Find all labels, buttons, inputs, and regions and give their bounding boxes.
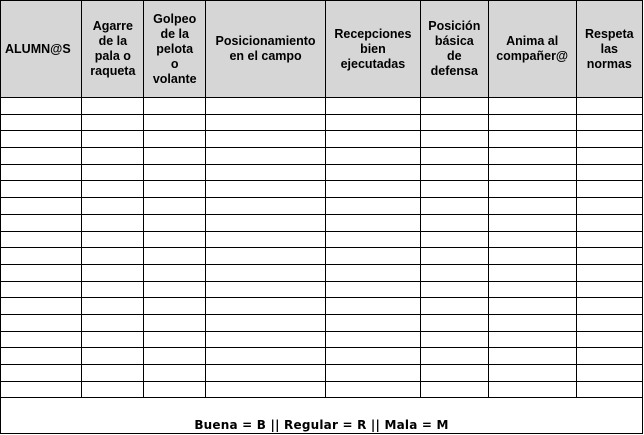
grade-cell[interactable] [576, 298, 642, 315]
student-name-cell[interactable] [1, 298, 82, 315]
grade-cell[interactable] [576, 331, 642, 348]
student-name-cell[interactable] [1, 381, 82, 398]
header-line: raqueta [90, 64, 136, 78]
grade-cell[interactable] [206, 181, 326, 198]
grade-cell[interactable] [206, 381, 326, 398]
student-name-cell[interactable] [1, 365, 82, 382]
grade-cell[interactable] [420, 248, 488, 265]
grade-cell[interactable] [325, 98, 420, 115]
header-line: de la [98, 34, 128, 48]
grade-cell[interactable] [488, 248, 576, 265]
grade-cell[interactable] [488, 281, 576, 298]
grade-cell[interactable] [488, 264, 576, 281]
grade-cell[interactable] [576, 214, 642, 231]
grade-cell[interactable] [488, 365, 576, 382]
grade-cell[interactable] [420, 148, 488, 165]
student-name-cell[interactable] [1, 248, 82, 265]
header-line: pala o [94, 49, 131, 63]
header-line: básica [434, 34, 474, 48]
table-row [1, 281, 642, 298]
grade-cell[interactable] [488, 314, 576, 331]
grade-cell[interactable] [144, 248, 206, 265]
grade-cell[interactable] [82, 348, 144, 365]
header-line: o [170, 56, 179, 71]
grade-cell[interactable] [206, 314, 326, 331]
grade-cell[interactable] [576, 98, 642, 115]
grade-cell[interactable] [144, 181, 206, 198]
header-recepciones [325, 1, 420, 98]
grade-cell[interactable] [420, 314, 488, 331]
grade-cell[interactable] [144, 264, 206, 281]
grade-cell[interactable] [325, 348, 420, 365]
header-line: de la [160, 26, 189, 41]
grade-cell[interactable] [488, 148, 576, 165]
grade-cell[interactable] [325, 264, 420, 281]
grade-cell[interactable] [420, 264, 488, 281]
grade-cell[interactable] [420, 298, 488, 315]
grade-cell[interactable] [576, 131, 642, 148]
student-name-cell[interactable] [1, 148, 82, 165]
header-line: Golpeo [153, 11, 197, 26]
grade-cell[interactable] [325, 331, 420, 348]
grade-cell[interactable] [325, 164, 420, 181]
grade-cell[interactable] [488, 98, 576, 115]
student-name-cell[interactable] [1, 198, 82, 215]
grade-cell[interactable] [144, 314, 206, 331]
grade-cell[interactable] [82, 231, 144, 248]
grade-cell[interactable] [325, 281, 420, 298]
header-line: de [446, 49, 462, 63]
header-respeta [576, 1, 642, 98]
grade-cell[interactable] [206, 164, 326, 181]
grade-cell[interactable] [576, 198, 642, 215]
header-line: bien [360, 41, 386, 56]
grade-cell[interactable] [82, 114, 144, 131]
student-name-cell[interactable] [1, 181, 82, 198]
grade-cell[interactable] [420, 114, 488, 131]
grade-cell[interactable] [488, 298, 576, 315]
header-line: volante [152, 71, 197, 86]
grade-cell[interactable] [144, 298, 206, 315]
grade-cell[interactable] [206, 365, 326, 382]
grade-cell[interactable] [325, 131, 420, 148]
grade-cell[interactable] [420, 198, 488, 215]
grade-cell[interactable] [144, 231, 206, 248]
grade-cell[interactable] [420, 281, 488, 298]
header-alumnos [1, 1, 82, 98]
grade-cell[interactable] [144, 131, 206, 148]
grade-cell[interactable] [206, 148, 326, 165]
grade-cell[interactable] [82, 331, 144, 348]
grade-cell[interactable] [82, 381, 144, 398]
table-row [1, 248, 642, 265]
header-golpeo [144, 1, 206, 98]
grade-cell[interactable] [325, 365, 420, 382]
table-row [1, 264, 642, 281]
header-agarre [82, 1, 144, 98]
grade-cell[interactable] [144, 198, 206, 215]
table-row [1, 131, 642, 148]
grade-cell[interactable] [82, 248, 144, 265]
grade-cell[interactable] [420, 164, 488, 181]
table-row [1, 214, 642, 231]
grade-cell[interactable] [144, 348, 206, 365]
student-name-cell[interactable] [1, 314, 82, 331]
grade-cell[interactable] [420, 348, 488, 365]
grade-cell[interactable] [325, 198, 420, 215]
grade-cell[interactable] [488, 114, 576, 131]
header-posicionamiento [206, 1, 326, 98]
student-name-cell[interactable] [1, 131, 82, 148]
grade-cell[interactable] [488, 131, 576, 148]
student-name-cell[interactable] [1, 114, 82, 131]
grade-cell[interactable] [206, 248, 326, 265]
student-name-cell[interactable] [1, 98, 82, 115]
grade-cell[interactable] [325, 248, 420, 265]
grade-cell[interactable] [488, 181, 576, 198]
grade-cell[interactable] [576, 348, 642, 365]
table-row [1, 164, 642, 181]
header-line: Posicionamiento [215, 34, 316, 48]
grade-cell[interactable] [576, 181, 642, 198]
table-row [1, 331, 642, 348]
grade-cell[interactable] [144, 331, 206, 348]
grade-cell[interactable] [82, 164, 144, 181]
header-line: ejecutadas [340, 56, 406, 71]
header-line: en el campo [229, 49, 302, 63]
grade-cell[interactable] [420, 331, 488, 348]
grade-cell[interactable] [576, 114, 642, 131]
grade-cell[interactable] [82, 281, 144, 298]
grade-cell[interactable] [325, 181, 420, 198]
header-line: las [600, 41, 618, 56]
grade-cell[interactable] [82, 181, 144, 198]
grade-cell[interactable] [576, 248, 642, 265]
grade-cell[interactable] [206, 214, 326, 231]
grade-cell[interactable] [206, 98, 326, 115]
header-line: compañer@ [496, 49, 569, 63]
grade-cell[interactable] [488, 164, 576, 181]
header-line: normas [586, 56, 632, 71]
grade-cell[interactable] [576, 164, 642, 181]
grade-cell[interactable] [82, 148, 144, 165]
grade-cell[interactable] [82, 98, 144, 115]
grade-cell[interactable] [420, 181, 488, 198]
grade-cell[interactable] [576, 365, 642, 382]
grade-cell[interactable] [82, 214, 144, 231]
grade-cell[interactable] [488, 381, 576, 398]
table-row [1, 198, 642, 215]
grade-cell[interactable] [144, 281, 206, 298]
grade-cell[interactable] [325, 381, 420, 398]
grade-cell[interactable] [576, 148, 642, 165]
grade-cell[interactable] [82, 298, 144, 315]
table-row [1, 348, 642, 365]
grade-cell[interactable] [144, 148, 206, 165]
grade-cell[interactable] [206, 348, 326, 365]
grade-cell[interactable] [488, 198, 576, 215]
grade-cell[interactable] [420, 98, 488, 115]
header-line: Agarre [92, 19, 133, 33]
grade-cell[interactable] [144, 164, 206, 181]
table-row [1, 181, 642, 198]
header-line: Respeta [584, 26, 634, 41]
student-name-cell[interactable] [1, 264, 82, 281]
header-anima [488, 1, 576, 98]
grade-cell[interactable] [420, 131, 488, 148]
grade-cell[interactable] [576, 314, 642, 331]
student-name-cell[interactable] [1, 348, 82, 365]
header-line: Anima al [506, 34, 559, 48]
grade-cell[interactable] [206, 298, 326, 315]
grade-cell[interactable] [325, 148, 420, 165]
grade-cell[interactable] [206, 198, 326, 215]
grade-cell[interactable] [206, 231, 326, 248]
evaluation-table [1, 1, 642, 398]
table-row [1, 298, 642, 315]
grade-cell[interactable] [82, 198, 144, 215]
table-row [1, 381, 642, 398]
grade-cell[interactable] [325, 214, 420, 231]
grade-cell[interactable] [144, 98, 206, 115]
grade-cell[interactable] [206, 264, 326, 281]
grade-cell[interactable] [144, 365, 206, 382]
grade-cell[interactable] [206, 331, 326, 348]
table-row [1, 314, 642, 331]
grading-legend: Buena = B || Regular = R || Mala = M [194, 418, 449, 432]
grade-cell[interactable] [420, 214, 488, 231]
grade-cell[interactable] [325, 298, 420, 315]
header-line: ALUMN@S [5, 41, 71, 56]
student-name-cell[interactable] [1, 214, 82, 231]
header-line: pelota [156, 41, 194, 56]
grade-cell[interactable] [576, 264, 642, 281]
grade-cell[interactable] [82, 264, 144, 281]
table-row [1, 365, 642, 382]
student-name-cell[interactable] [1, 164, 82, 181]
header-posicion-defensa [420, 1, 488, 98]
grade-cell[interactable] [325, 114, 420, 131]
grade-cell[interactable] [206, 281, 326, 298]
table-row [1, 231, 642, 248]
grade-cell[interactable] [488, 231, 576, 248]
grade-cell[interactable] [576, 381, 642, 398]
student-name-cell[interactable] [1, 331, 82, 348]
grade-cell[interactable] [325, 314, 420, 331]
grade-cell[interactable] [144, 214, 206, 231]
grade-cell[interactable] [576, 281, 642, 298]
grade-cell[interactable] [82, 131, 144, 148]
grade-cell[interactable] [82, 314, 144, 331]
grade-cell[interactable] [420, 365, 488, 382]
table-row [1, 114, 642, 131]
table-row [1, 148, 642, 165]
grade-cell[interactable] [576, 231, 642, 248]
grade-cell[interactable] [144, 114, 206, 131]
grade-cell[interactable] [206, 114, 326, 131]
student-name-cell[interactable] [1, 281, 82, 298]
header-row [1, 1, 642, 98]
grade-cell[interactable] [488, 214, 576, 231]
grade-cell[interactable] [82, 365, 144, 382]
grade-cell[interactable] [206, 131, 326, 148]
grade-cell[interactable] [420, 381, 488, 398]
header-line: defensa [430, 64, 478, 78]
grade-cell[interactable] [488, 348, 576, 365]
grade-cell[interactable] [325, 231, 420, 248]
student-name-cell[interactable] [1, 231, 82, 248]
header-line: Recepciones [334, 26, 412, 41]
grade-cell[interactable] [488, 331, 576, 348]
table-body [1, 98, 642, 398]
header-line: Posición [428, 19, 481, 33]
grade-cell[interactable] [420, 231, 488, 248]
table-row [1, 98, 642, 115]
grade-cell[interactable] [144, 381, 206, 398]
